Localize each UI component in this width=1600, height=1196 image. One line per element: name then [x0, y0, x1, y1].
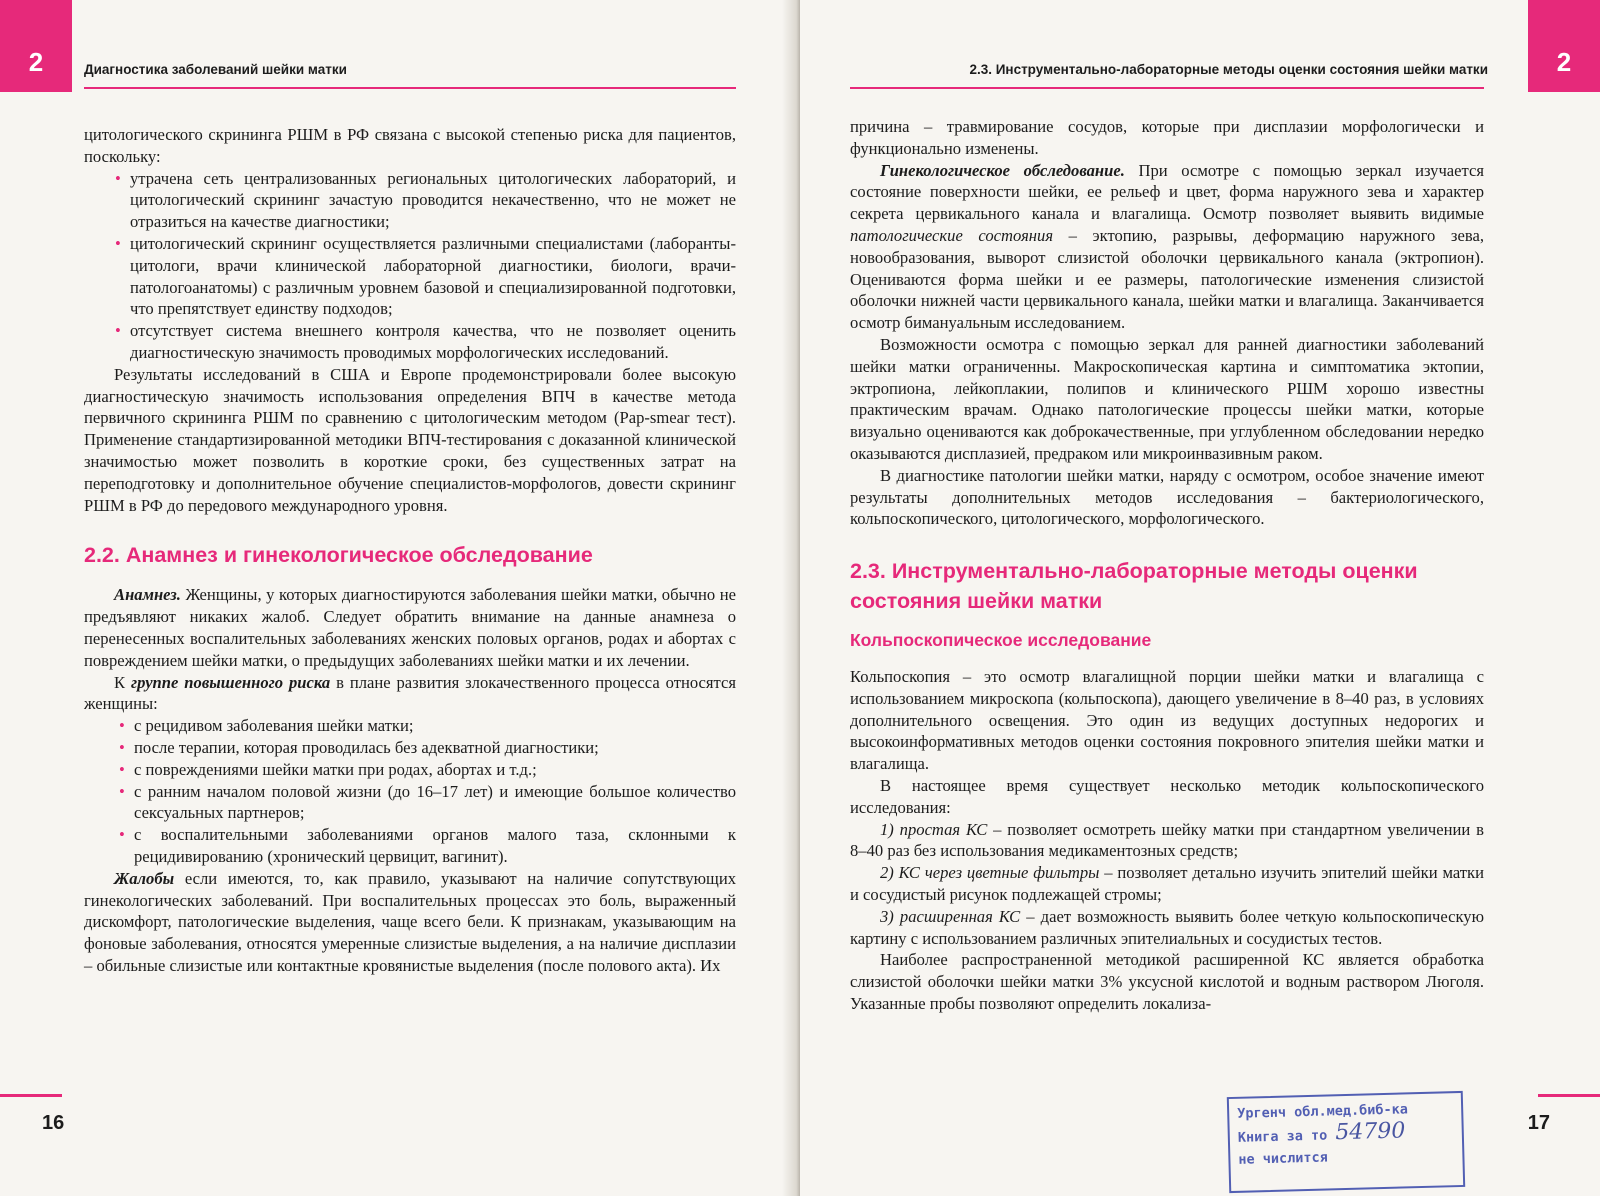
page-number-left: 16 [42, 1112, 65, 1134]
method-text: – позволяет осмотреть шейку матки при стандартном увеличении в 8–40 раз без использования медикаментозных средств; [850, 819, 1484, 861]
right-page [800, 0, 1600, 1196]
anamnesis-term: Анамнез. [114, 585, 181, 605]
gyn-exam-paragraph [850, 160, 1484, 334]
list-item: • после терапии, которая проводилась без адекватной диагностики; [134, 737, 736, 759]
left-page [0, 0, 796, 1196]
chapter-tab-right: 2 [1528, 0, 1600, 92]
list-item: • утрачена сеть централизованных региональных цитологических лабораторий, и цитологический скрининг зачастую проводится некачественно, что не может не отразиться на качестве диагностики; [130, 168, 736, 233]
running-head-right: 2.3. Инструментально-лабораторные методы оценки состояния шейки матки [969, 62, 1488, 77]
possibilities-paragraph: Возможности осмотра с помощью зеркал для ранней диагностики заболеваний шейки матки ограниченны. Макроскопическая картина и симптоматика эктопии, эктропиона, лейкоплакии, полипов и клинического РШМ хорошо известны практическим врачам. Однако патологические процессы шейки матки, которые визуально оцениваются как доброкачественные, при углубленном обследовании нередко оказываются дисплазией, предраком или микроинвазивным раком. [850, 334, 1484, 463]
method-item [850, 906, 1484, 950]
pathological-states-term: патологические состояния [850, 225, 1054, 245]
gyn-exam-text-2: – эктопию, разрывы, деформацию наружного зева, новообразования, выворот слизистой оболочки цервикального канала (эктропион). Оцениваются форма шейки и ее размеры, патологические изменения слизистой оболочки нижней части цервикального канала, шейки матки и влагалища. Заканчивается осмотр бимануальным исследованием. [850, 225, 1484, 333]
stamp-inventory-number: 54790 [1334, 1118, 1406, 1146]
intro-bullet-list [84, 168, 736, 364]
section-title-2-3: 2.3. Инструментально-лабораторные методы оценки состояния шейки матки [850, 559, 1418, 614]
anamnesis-paragraph [84, 584, 736, 671]
extended-paragraph: Наиболее распространенной методикой расширенной КС является обработка слизистой оболочки шейки матки 3% уксусной кислотой и водным раствором Люголя. Указанные пробы позволяют определить локализа- [850, 950, 1484, 1013]
page-edge-mark-left [0, 1094, 62, 1097]
diagnostics-paragraph: В диагностике патологии шейки матки, наряду с осмотром, особое значение имеют результаты дополнительных методов исследования – бактериологического, кольпоскопического, цитологического, морфологического. [850, 465, 1484, 529]
risk-term: группе повышенного риска [130, 672, 331, 692]
risk-bullet-list [84, 715, 736, 868]
method-term: 3) расширенная КС [880, 906, 1021, 926]
stamp-line-2-text: Книга за то [1237, 1127, 1328, 1146]
risk-after: в плане развития злокачественного процесса относятся женщины: [84, 672, 736, 714]
complaints-text: если имеются, то, как правило, указывают на наличие сопутствующих гинекологических заболеваний. При воспалительных процессах это боль, выраженный дискомфорт, патологические выделения, чаще всего бели. К признакам, указывающим на фоновые заболевания, относятся умеренные слизистые выделения, а на наличие дисплазии – обильные слизистые или контактные кровянистые выделения (после полового акта). Их [84, 868, 736, 975]
risk-paragraph [84, 672, 736, 716]
stamp-line-1: Ургенч обл.мед.биб-ка [1237, 1101, 1409, 1122]
chapter-tab-left: 2 [0, 0, 72, 92]
running-head-left: Диагностика заболеваний шейки матки [84, 62, 347, 77]
complaints-paragraph [84, 868, 736, 977]
anamnesis-text: Женщины, у которых диагностируются заболевания шейки матки, обычно не предъявляют никаких жалоб. Следует обратить внимание на данные анамнеза о перенесенных воспалительных заболеваниях женских половых органов, родах и абортах с повреждением шейки матки, о предыдущих заболеваниях шейки матки и их лечении. [84, 585, 736, 670]
list-item: • с воспалительными заболеваниями органов малого таза, склонными к рецидивированию (хронический цервицит, вагинит). [134, 824, 736, 868]
intro-paragraph: цитологического скрининга РШМ в РФ связана с высокой степенью риска для пациентов, поскольку: [84, 125, 736, 166]
method-term: 2) КС через цветные фильтры [880, 863, 1100, 883]
complaints-term: Жалобы [114, 868, 175, 888]
results-paragraph: Результаты исследований в США и Европе продемонстрировали более высокую диагностическую значимость использования определения ВПЧ в качестве метода первичного скрининга РШМ по сравнению с цитологическим методом (Pap-smear тест). Применение стандартизированной методики ВПЧ-тестирования с доказанной клинической значимостью может позволить в короткие сроки, без существенных затрат на переподготовку и дополнительное обучение специалистов-морфологов, довести скрининг РШМ в РФ до передового международного уровня. [84, 364, 736, 515]
list-item: • с рецидивом заболевания шейки матки; [134, 715, 736, 737]
list-item: • с повреждениями шейки матки при родах, абортах и т.д.; [134, 759, 736, 781]
header-rule-right [850, 87, 1484, 89]
stamp-line-3: не числится [1238, 1149, 1329, 1168]
list-item: • с ранним началом половой жизни (до 16–17 лет) и имеющие большое количество сексуальных партнеров; [134, 781, 736, 825]
left-body-text [84, 124, 736, 977]
method-text: – дает возможность выявить более четкую кольпоскопическую картину с использованием различных эпителиальных и сосудистых тестов. [850, 906, 1484, 948]
page-number-right: 17 [1527, 1112, 1550, 1134]
library-stamp [1227, 1091, 1465, 1193]
right-body-text [850, 116, 1484, 1015]
list-item: • цитологический скрининг осуществляется различными специалистами (лаборанты-цитологи, врачи клинической лабораторной диагностики, биологи, врачи-патологоанатомы) с различным уровнем базовой и специализированной подготовки, что препятствует единству подходов; [130, 233, 736, 320]
page-edge-mark-right [1538, 1094, 1600, 1097]
method-item [850, 819, 1484, 863]
subsection-title-colposcopy: Кольпоскопическое исследование [850, 630, 1152, 651]
list-item: • отсутствует система внешнего контроля качества, что не позволяет оценить диагностическую значимость проводимых морфологических исследований. [130, 320, 736, 364]
method-term: 1) простая КС [880, 819, 988, 839]
method-text: – позволяет детально изучить эпителий шейки матки и сосудистый рисунок подлежащей стромы; [850, 863, 1484, 904]
header-rule-left [84, 87, 736, 89]
gyn-exam-text: При осмотре с помощью зеркал изучается состояние поверхности шейки, ее рельеф и цвет, форма наружного зева и характер секрета цервикального канала и влагалища. Осмотр позволяет выявить видимые [850, 160, 1484, 224]
methods-intro: В настоящее время существует несколько методик кольпоскопического исследования: [850, 775, 1484, 817]
section-title-2-2: 2.2. Анамнез и гинекологическое обследование [84, 543, 593, 568]
gyn-exam-term: Гинекологическое обследование. [880, 160, 1125, 180]
risk-before: К [114, 672, 131, 692]
colposcopy-paragraph: Кольпоскопия – это осмотр влагалищной порции шейки матки и влагалища с использованием микроскопа (кольпоскопа), дающего увеличение в 8–40 раз, в условиях дополнительного освещения. Это один из ведущих доступных недорогих и высокоинформативных методов оценки состояния покровного эпителия шейки матки и влагалища. [850, 666, 1484, 774]
method-item [850, 862, 1484, 906]
continued-paragraph: причина – травмирование сосудов, которые при дисплазии морфологически и функционально изменены. [850, 117, 1484, 158]
